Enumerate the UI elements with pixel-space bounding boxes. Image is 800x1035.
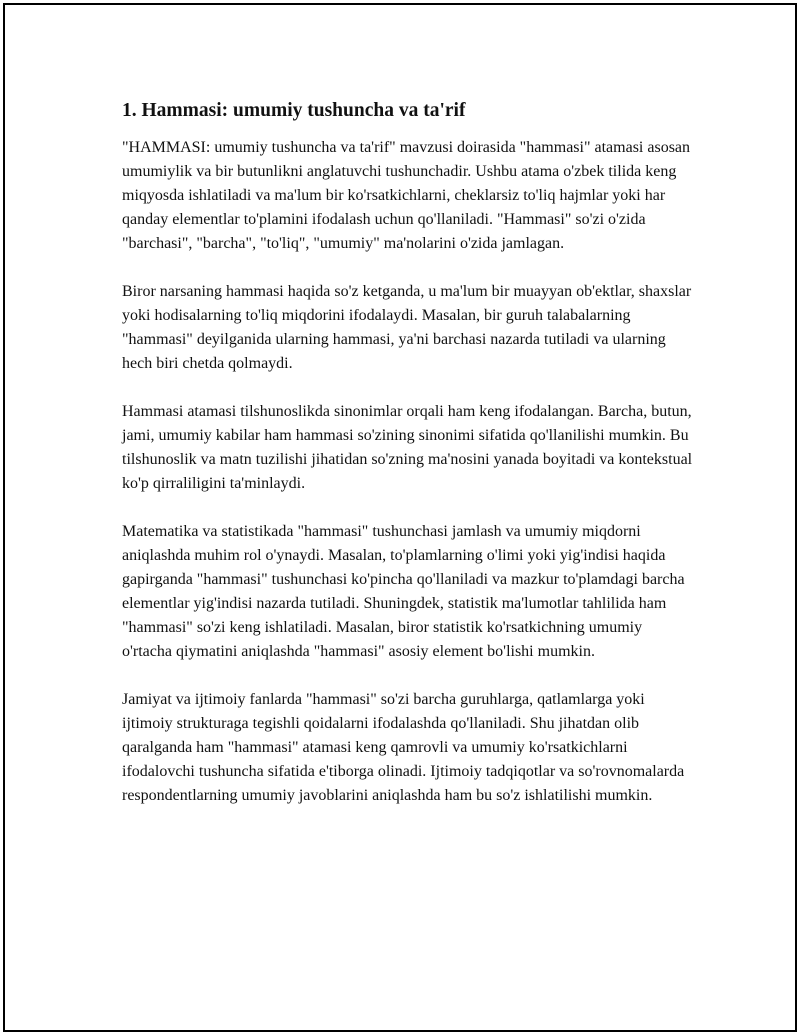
document-content [122,97,694,808]
paragraph-social-sciences: Jamiyat va ijtimoiy fanlarda "hammasi" so'zi barcha guruhlarga, qatlamlarga yoki ijtimoiy strukturaga tegishli qoidalarni ifodalashda qo'llaniladi. Shu jihatdan olib qaralganda ham "hammasi" atamasi keng qamrovli va umumiy ko'rsatkichlarni ifodalovchi tushuncha sifatida e'tiborga olinadi. Ijtimoiy tadqiqotlar va so'rovnomalarda respondentlarning umumiy javoblarini aniqlashda ham bu so'z ishlatilishi mumkin. [122,691,685,804]
section-title: 1. Hammasi: umumiy tushuncha va ta'rif [122,100,466,121]
document-page [3,3,797,1032]
paragraph-example: Biror narsaning hammasi haqida so'z ketganda, u ma'lum bir muayyan ob'ektlar, shaxslar yoki hodisalarning to'liq miqdorini ifodalaydi. Masalan, bir guruh talabalarning "hammasi" deyilganida ularning hammasi, ya'ni barchasi nazarda tutiladi va ularning hech biri chetda qolmaydi. [122,283,692,372]
paragraph-linguistics: Hammasi atamasi tilshunoslikda sinonimlar orqali ham keng ifodalangan. Barcha, butun, jami, umumiy kabilar ham hammasi so'zining sinonimi sifatida qo'llanilishi mumkin. Bu tilshunoslik va matn tuzilishi jihatidan so'zning ma'nosini yanada boyitadi va kontekstual ko'p qirraliligini ta'minlaydi. [122,403,693,492]
paragraph-mathematics-statistics: Matematika va statistikada "hammasi" tushunchasi jamlash va umumiy miqdorni aniqlashda muhim rol o'ynaydi. Masalan, to'plamlarning o'limi yoki yig'indisi haqida gapirganda "hammasi" tushunchasi ko'pincha qo'llaniladi va mazkur to'plamdagi barcha elementlar yig'indisi nazarda tutiladi. Shuningdek, statistik ma'lumotlar tahlilida ham "hammasi" so'zi keng ishlatiladi. Masalan, biror statistik ko'rsatkichning umumiy o'rtacha qiymatini aniqlashda "hammasi" asosiy element bo'lishi mumkin. [122,523,685,660]
paragraph-definition: "HAMMASI: umumiy tushuncha va ta'rif" mavzusi doirasida "hammasi" atamasi asosan umumiylik va bir butunlikni anglatuvchi tushunchadir. Ushbu atama o'zbek tilida keng miqyosda ishlatiladi va ma'lum bir ko'rsatkichlarni, cheklarsiz to'liq hajmlar yoki har qanday elementlar to'plamini ifodalash uchun qo'llaniladi. "Hammasi" so'zi o'zida "barchasi", "barcha", "to'liq", "umumiy" ma'nolarini o'zida jamlagan. [122,139,691,252]
